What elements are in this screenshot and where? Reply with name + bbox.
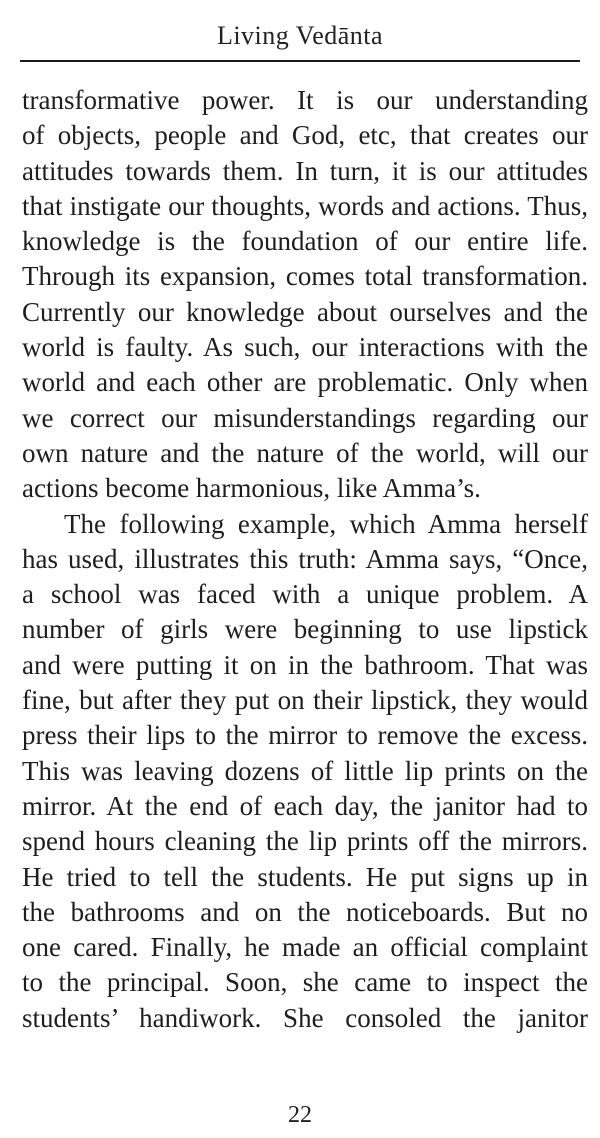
text-line: of objects, people and God, etc, that creates our (22, 120, 588, 151)
text-line: a school was faced with a unique problem. A (22, 579, 588, 610)
running-head-title: Living Vedānta (216, 21, 384, 50)
header-rule (20, 60, 580, 62)
text-line: Currently our knowledge about ourselves and the (22, 296, 588, 327)
text-line: to the principal. Soon, she came to inspect the (22, 967, 588, 998)
text-line: the bathrooms and on the noticeboards. But no (22, 896, 588, 927)
text-line: This was leaving dozens of little lip prints on the (22, 755, 588, 786)
text-line: press their lips to the mirror to remove the excess. (22, 720, 588, 751)
text-line: fine, but after they put on their lipstick, they would (22, 685, 588, 716)
text-line: students’ handiwork. She consoled the janitor (22, 1002, 588, 1033)
text-line: transformative power. It is our understanding (22, 85, 588, 115)
text-line: spend hours cleaning the lip prints off the mirrors. (22, 826, 588, 857)
paragraph-end-line: actions become harmonious, like Amma’s. (22, 473, 481, 504)
text-line: one cared. Finally, he made an official complaint (22, 932, 588, 963)
text-line: mirror. At the end of each day, the janitor had to (22, 790, 588, 821)
text-line: number of girls were beginning to use lipstick (22, 614, 588, 645)
text-line: Through its expansion, comes total transformation. (22, 261, 588, 292)
text-line: has used, illustrates this truth: Amma says, “Once, (22, 543, 588, 574)
paragraph-start-line: The following example, which Amma herself (64, 508, 588, 539)
text-line: world and each other are problematic. Only when (22, 367, 588, 398)
body-text (22, 83, 588, 1036)
text-line: own nature and the nature of the world, will our (22, 437, 588, 468)
text-line: we correct our misunderstandings regarding our (22, 402, 588, 433)
text-line: that instigate our thoughts, words and actions. Thus, (22, 190, 588, 221)
text-line: knowledge is the foundation of our entire life. (22, 226, 588, 257)
text-line: world is faulty. As such, our interactions with the (22, 332, 588, 363)
page-number: 22 (288, 1102, 312, 1128)
text-line: attitudes towards them. In turn, it is our attitudes (22, 155, 588, 186)
text-line: and were putting it on in the bathroom. That was (22, 649, 588, 680)
text-line: He tried to tell the students. He put signs up in (22, 861, 588, 892)
